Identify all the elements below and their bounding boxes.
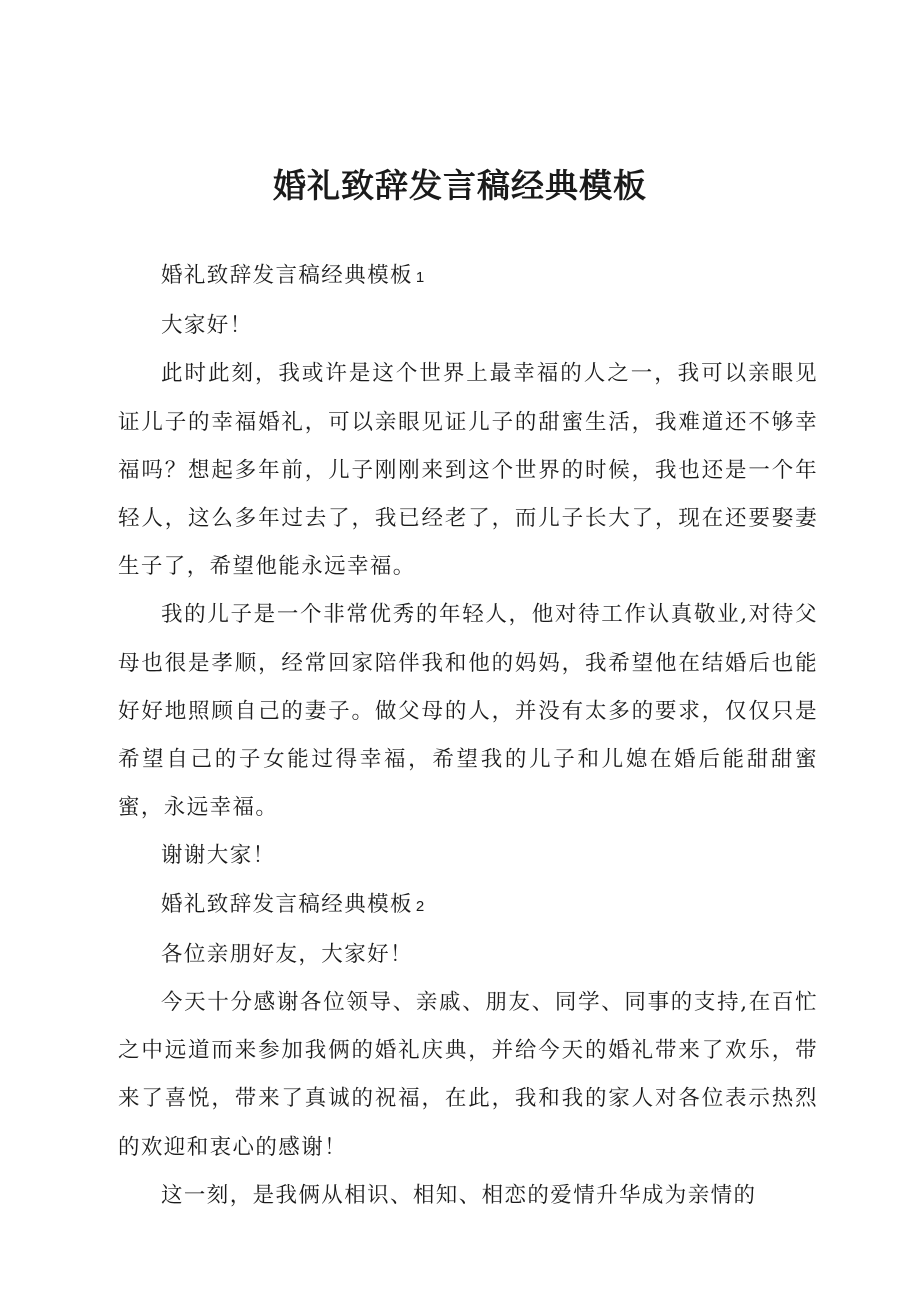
body-paragraph: 此时此刻，我或许是这个世界上最幸福的人之一，我可以亲眼见证儿子的幸福婚礼，可以亲眼见证儿子的甜蜜生活，我难道还不够幸福吗？想起多年前，儿子刚刚来到这个世界的时候，我也还是一个年轻人，这么多年过去了，我已经老了，而儿子长大了，现在还要娶妻生子了，希望他能永远幸福。 <box>118 361 818 580</box>
section-heading-text: 婚礼致辞发言稿经典模板 <box>161 891 413 917</box>
closing-paragraph: 谢谢大家！ <box>161 843 276 869</box>
body-paragraph: 这一刻，是我俩从相识、相知、相恋的爱情升华成为亲情的 <box>161 1182 757 1208</box>
section-heading-1 <box>118 252 818 302</box>
section-number: 1 <box>415 269 425 286</box>
section-heading-2 <box>118 881 818 931</box>
section-number: 2 <box>415 897 425 915</box>
body-paragraph: 今天十分感谢各位领导、亲戚、朋友、同学、同事的支持,在百忙之中远道而来参加我俩的婚礼庆典，并给今天的婚礼带来了欢乐，带来了喜悦，带来了真诚的祝福，在此，我和我的家人对各位表示热烈的欢迎和衷心的感谢！ <box>118 990 818 1160</box>
greeting-paragraph: 各位亲朋好友，大家好！ <box>161 941 413 967</box>
section-heading-text: 婚礼致辞发言稿经典模板 <box>161 263 413 288</box>
body-paragraph: 我的儿子是一个非常优秀的年轻人，他对待工作认真敬业,对待父母也很是孝顺，经常回家陪伴我和他的妈妈，我希望他在结婚后也能好好地照顾自己的妻子。做父母的人，并没有太多的要求，仅仅只是希望自己的子女能过得幸福，希望我的儿子和儿媳在婚后能甜甜蜜蜜，永远幸福。 <box>118 602 818 821</box>
greeting-paragraph: 大家好！ <box>161 313 253 339</box>
document-title: 婚礼致辞发言稿经典模板 <box>273 166 647 205</box>
document-body <box>118 252 818 1220</box>
